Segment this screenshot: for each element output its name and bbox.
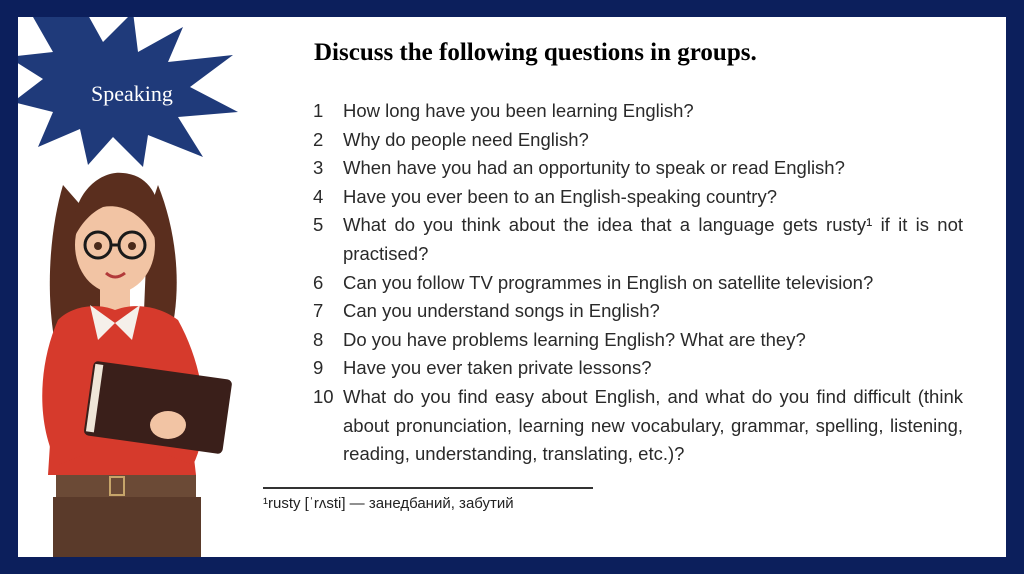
question-text: What do you think about the idea that a language gets rusty¹ if it is not practised? (343, 214, 963, 264)
speaking-badge-label: Speaking (91, 81, 173, 106)
question-text: Can you understand songs in English? (343, 300, 660, 322)
question-text: Do you have problems learning English? What are they? (343, 328, 806, 350)
question-item-7 (313, 297, 963, 326)
page-title: Discuss the following questions in groups. (314, 39, 757, 66)
footnote-text: ¹rusty [ˈrʌsti] — занедбаний, забутий (263, 495, 514, 512)
question-text: Have you ever taken private lessons? (343, 357, 652, 379)
skirt (53, 497, 201, 557)
eye-left (94, 242, 102, 250)
question-item-9 (313, 354, 963, 383)
question-number: 6 (313, 271, 324, 293)
question-item-1 (313, 97, 963, 126)
hand-right (150, 411, 186, 439)
question-number: 8 (313, 328, 324, 350)
question-number: 9 (313, 357, 324, 379)
question-item-4 (313, 183, 963, 212)
question-text: When have you had an opportunity to speak or read English? (343, 157, 845, 179)
slide (18, 17, 1006, 557)
question-number: 10 (313, 385, 334, 407)
question-number: 1 (313, 100, 324, 121)
question-text: Why do people need English? (343, 128, 589, 150)
question-item-6 (313, 269, 963, 298)
question-number: 4 (313, 185, 324, 207)
question-number: 7 (313, 300, 324, 322)
question-number: 3 (313, 157, 324, 179)
question-text: How long have you been learning English? (343, 100, 694, 121)
question-text: Have you ever been to an English-speaking country? (343, 185, 777, 207)
question-item-3 (313, 154, 963, 183)
question-list (313, 97, 963, 469)
teacher-illustration (18, 145, 258, 557)
footnote-divider (263, 487, 593, 489)
question-item-8 (313, 326, 963, 355)
question-number: 5 (313, 214, 324, 236)
question-item-5 (313, 211, 963, 268)
eye-right (128, 242, 136, 250)
question-item-2 (313, 126, 963, 155)
question-text: What do you find easy about English, and what do you find difficult (think about pronunciation, learning new vocabulary, grammar, spelling, listening, reading, understanding, translating, etc.)? (343, 385, 963, 465)
question-number: 2 (313, 128, 324, 150)
question-text: Can you follow TV programmes in English on satellite television? (343, 271, 874, 293)
belt (56, 475, 196, 497)
question-item-10 (313, 383, 963, 469)
